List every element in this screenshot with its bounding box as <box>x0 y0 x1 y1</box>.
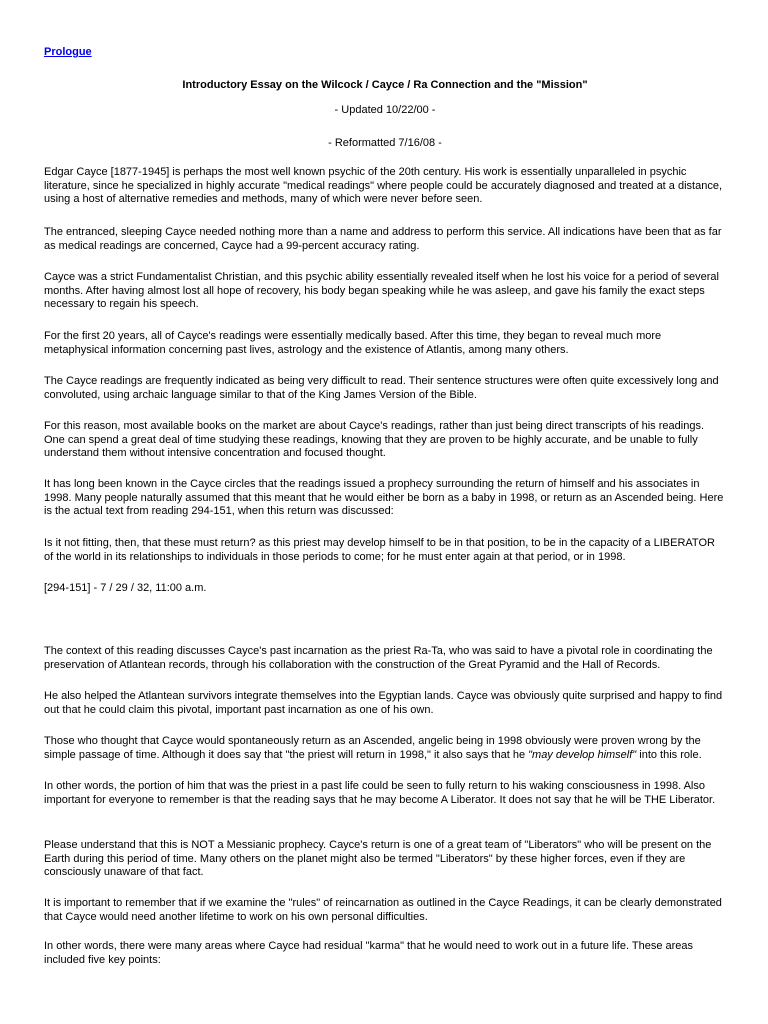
passage-emphasis: "may develop himself" <box>528 748 637 761</box>
paragraph-residual-karma: In other words, there were many areas where Cayce had residual "karma" that he would need to work out in a future life. These areas included five key points: <box>44 940 694 966</box>
paragraph-not-messianic: Please understand that this is NOT a Messianic prophecy. Cayce's return is one of a great team of "Liberators" who will be present on the Earth during this period of time. Many others on the planet might also be termed "Liberators" by these higher forces, even if they are consciously unaware of that fact. <box>44 839 712 878</box>
reading-citation: [294-151] - 7 / 29 / 32, 11:00 a.m. <box>44 582 207 594</box>
paragraph-ascended-being <box>44 735 726 762</box>
updated-date: - Updated 10/22/00 - <box>334 104 436 116</box>
paragraph-prophecy-1998: It has long been known in the Cayce circles that the readings issued a prophecy surrounding the return of himself and his associates in 1998. Many people naturally assumed that this meant that he would either be born as a baby in 1998, or return as an Ascended being. Here is the actual text from reading 294-151, when this return was discussed: <box>44 478 724 517</box>
paragraph-rules-of-reincarnation: It is important to remember that if we examine the "rules" of reincarnation as outlined in the Cayce Readings, it can be clearly demonstrated that Cayce would need another lifetime to work on his own personal difficulties. <box>44 897 722 923</box>
reformatted-date: - Reformatted 7/16/08 - <box>328 137 442 149</box>
paragraph-atlantean-survivors: He also helped the Atlantean survivors integrate themselves into the Egyptian lands. Cayce was obviously quite surprised and happy to find out that he could claim this pivotal, important past incarnation as one of his own. <box>44 690 723 716</box>
paragraph-intro: Edgar Cayce [1877-1945] is perhaps the most well known psychic of the 20th century. His work is essentially unparalleled in psychic literature, since he specialized in highly accurate "medical readings" where people could be accurately diagnosed and treated at a distance, using a host of alternative remedies and methods, many of which were never before seen. <box>44 166 722 205</box>
paragraph-ra-ta-context: The context of this reading discusses Cayce's past incarnation as the priest Ra-Ta, who was said to have a pivotal role in coordinating the preservation of Atlantean records, through his collaboration with the construction of the Great Pyramid and the Hall of Records. <box>44 645 713 671</box>
passage-text-before: Those who thought that Cayce would spontaneously return as an Ascended, angelic being in 1998 obviously were proven wrong by the simple passage of time. Although it does say that "the priest will return in 1998," it also says that he <box>44 735 701 761</box>
paragraph-difficult-to-read: The Cayce readings are frequently indicated as being very difficult to read. Their sentence structures were often quite excessively long and convoluted, using archaic language similar to that of the King James Version of the Bible. <box>44 375 719 401</box>
paragraph-first-20-years: For the first 20 years, all of Cayce's readings were essentially medically based. After this time, they began to reveal much more metaphysical information concerning past lives, astrology and the existence of Atlantis, among many others. <box>44 330 662 356</box>
paragraph-waking-consciousness: In other words, the portion of him that was the priest in a past life could be seen to fully return to his waking consciousness in 1998. Also important for everyone to remember is that the reading says that he may become A Liberator. It does not say that he will be THE Liberator. <box>44 780 716 806</box>
paragraph-medical-readings: The entranced, sleeping Cayce needed nothing more than a name and address to perform this service. All indications have been that as far as medical readings are concerned, Cayce had a 99-percent accuracy rating. <box>44 226 722 252</box>
page-title: Introductory Essay on the Wilcock / Cayce / Ra Connection and the "Mission" <box>182 79 588 91</box>
paragraph-fundamentalist: Cayce was a strict Fundamentalist Christian, and this psychic ability essentially revealed itself when he lost his voice for a period of several months. After having almost lost all hope of recovery, his body began speaking while he was asleep, and gave his family the exact steps necessary to regain his speech. <box>44 271 719 310</box>
prologue-link[interactable]: Prologue <box>44 46 92 58</box>
passage-text-after: into this role. <box>636 748 702 761</box>
paragraph-reading-quote: Is it not fitting, then, that these must return? as this priest may develop himself to be in that position, to be in the capacity of a LIBERATOR of the world in its relationships to individuals in those periods to come; for he must enter again at that period, or in 1998. <box>44 537 715 563</box>
paragraph-books-on-market: For this reason, most available books on the market are about Cayce's readings, rather than just being direct transcripts of his readings. One can spend a great deal of time studying these readings, knowing that they are proven to be highly accurate, and be unable to fully understand them without intensive concentration and focused thought. <box>44 420 704 459</box>
